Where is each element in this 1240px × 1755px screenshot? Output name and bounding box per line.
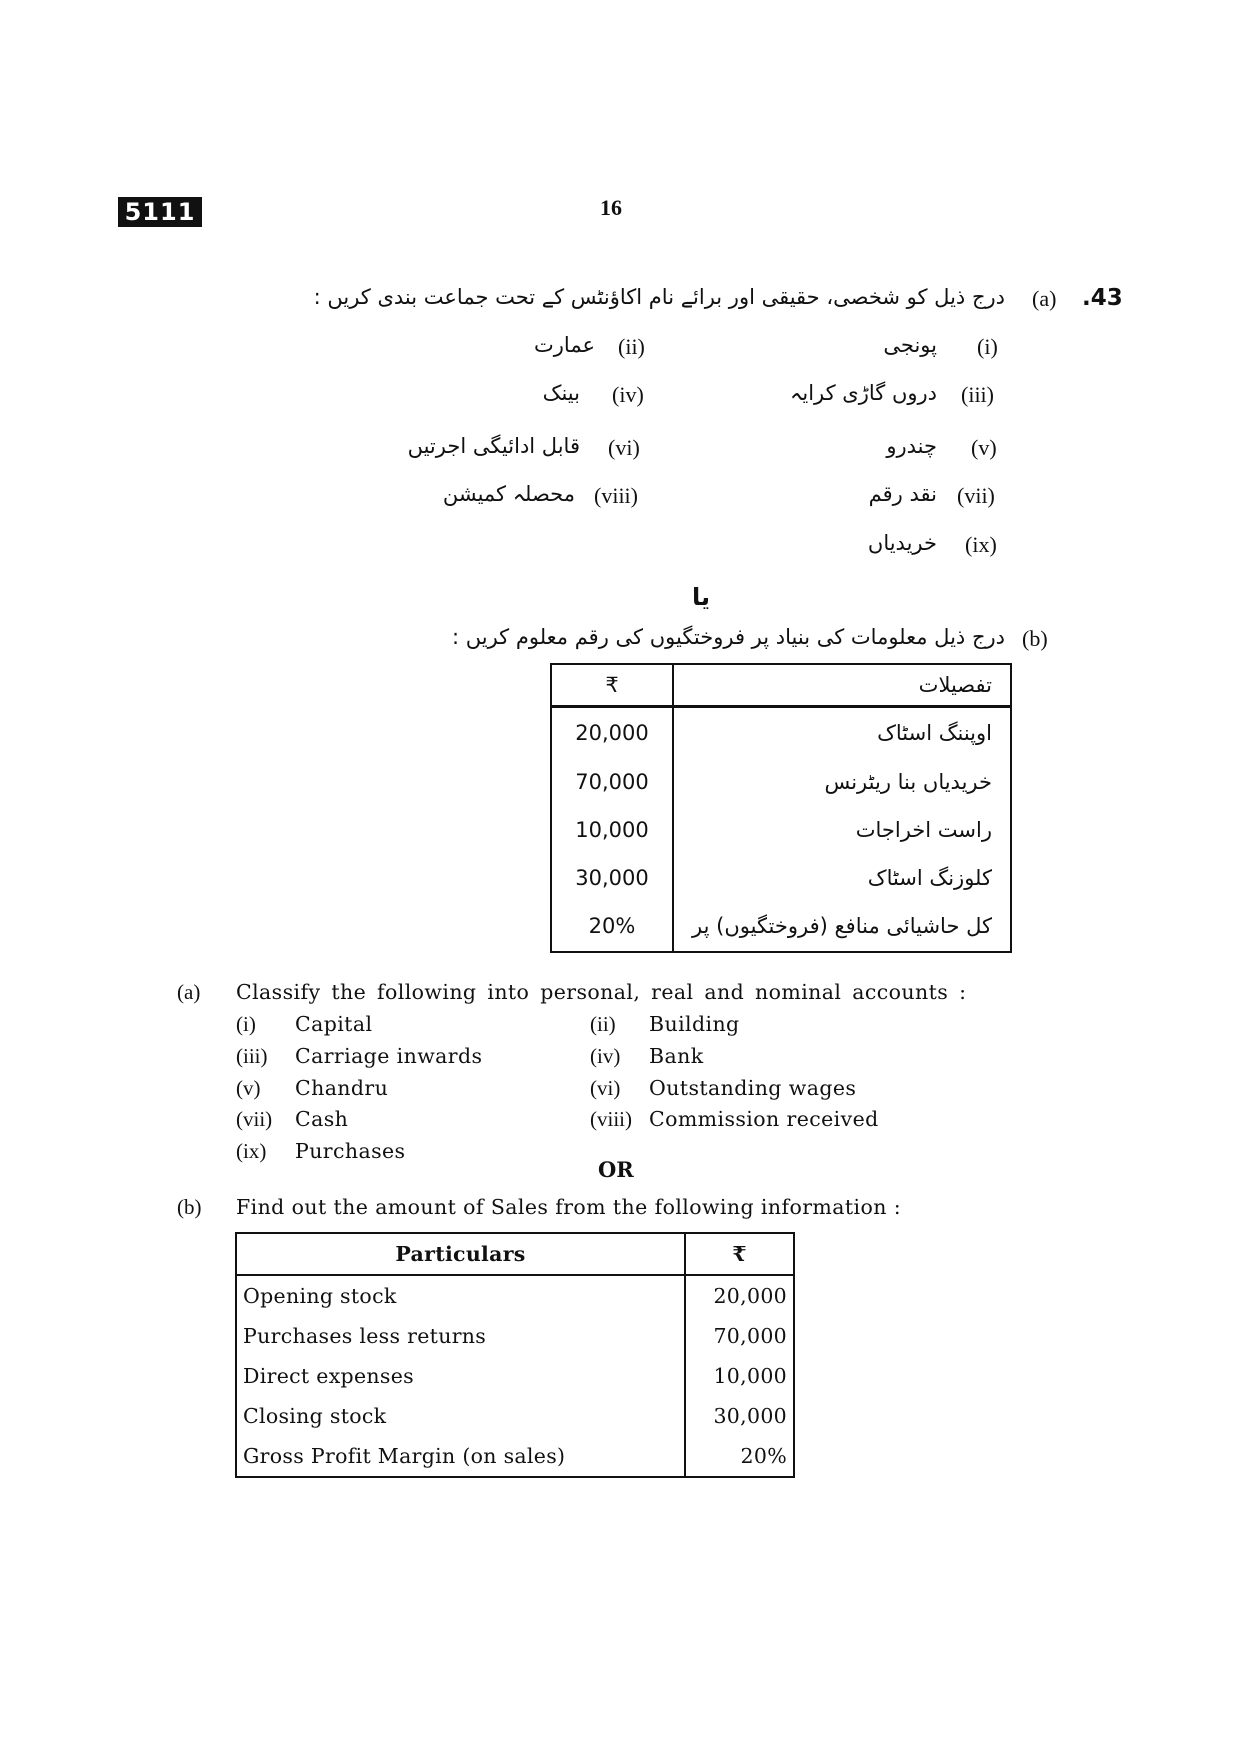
urdu-header-amount: ₹ (551, 664, 673, 707)
urdu-item-num: (iii) (961, 382, 994, 407)
english-part-a-instruction: Classify the following into personal, real and nominal accounts : (236, 980, 967, 1004)
english-item-text: Bank (649, 1044, 704, 1068)
urdu-part-b-instruction: درج ذیل معلومات کی بنیاد پر فروختگیوں کی رقم معلوم کریں : (452, 625, 1005, 649)
english-amount: 30,000 (685, 1396, 794, 1436)
english-amount: 20,000 (685, 1275, 794, 1316)
urdu-item-text: خریدیاں (867, 531, 937, 555)
english-item-text: Cash (295, 1107, 349, 1131)
english-item-num: (i) (236, 1012, 256, 1036)
english-data-table (235, 1232, 795, 1478)
english-part-b-instruction: Find out the amount of Sales from the following information : (236, 1195, 902, 1219)
english-amount: 20% (685, 1436, 794, 1477)
urdu-amount: 70,000 (551, 758, 673, 806)
urdu-amount: 10,000 (551, 806, 673, 854)
table-row (236, 1396, 794, 1436)
english-amount: 10,000 (685, 1356, 794, 1396)
urdu-particular: کلوزنگ اسٹاک (673, 854, 1011, 902)
urdu-item-num: (v) (971, 435, 997, 460)
urdu-particular: راست اخراجات (673, 806, 1011, 854)
urdu-item-num: (i) (977, 334, 998, 359)
english-particular: Opening stock (236, 1275, 685, 1316)
urdu-item-text: چندرو (886, 434, 937, 458)
urdu-item-text: قابل ادائیگی اجرتیں (407, 434, 580, 458)
table-row (551, 758, 1011, 806)
english-item-num: (v) (236, 1076, 261, 1100)
english-particular: Closing stock (236, 1396, 685, 1436)
table-header-row (551, 664, 1011, 707)
english-particular: Direct expenses (236, 1356, 685, 1396)
urdu-amount: 20,000 (551, 707, 673, 758)
urdu-header-particulars: تفصیلات (673, 664, 1011, 707)
table-row (236, 1436, 794, 1477)
english-particular: Gross Profit Margin (on sales) (236, 1436, 685, 1477)
paper-code: 5111 (118, 197, 202, 227)
urdu-item-num: (iv) (612, 382, 644, 407)
table-row (236, 1275, 794, 1316)
urdu-item-num: (vi) (608, 435, 640, 460)
urdu-amount: 20% (551, 902, 673, 952)
urdu-particular: خریدیاں بنا ریٹرنس (673, 758, 1011, 806)
table-row (551, 902, 1011, 952)
english-item-num: (vii) (236, 1107, 273, 1131)
table-header-row (236, 1233, 794, 1275)
english-item-num: (ix) (236, 1139, 267, 1163)
urdu-item-text: محصلہ کمیشن (442, 482, 575, 506)
english-item-num: (viii) (590, 1107, 632, 1131)
urdu-or-label: یا (692, 583, 711, 611)
urdu-part-a-instruction: درج ذیل کو شخصی، حقیقی اور برائے نام اکاؤنٹس کے تحت جماعت بندی کریں : (313, 285, 1005, 309)
english-item-num: (vi) (590, 1076, 621, 1100)
table-row (236, 1316, 794, 1356)
english-item-text: Capital (295, 1012, 373, 1036)
urdu-item-text: نقد رقم (868, 482, 937, 506)
urdu-particular: اوپننگ اسٹاک (673, 707, 1011, 758)
table-row (551, 806, 1011, 854)
english-item-text: Chandru (295, 1076, 389, 1100)
urdu-part-a-label: (a) (1032, 286, 1057, 311)
english-part-a-label: (a) (177, 980, 201, 1004)
urdu-part-b-label: (b) (1022, 626, 1048, 651)
urdu-item-text: بینک (542, 381, 580, 405)
urdu-item-num: (viii) (594, 483, 638, 508)
table-row (551, 707, 1011, 758)
urdu-item-num: (vii) (957, 483, 995, 508)
english-part-b-label: (b) (177, 1195, 202, 1219)
english-item-text: Commission received (649, 1107, 879, 1131)
english-item-text: Carriage inwards (295, 1044, 483, 1068)
urdu-item-num: (ii) (618, 334, 645, 359)
question-number: .43 (1082, 285, 1123, 311)
urdu-particular: کل حاشیائی منافع (فروختگیوں) پر (673, 902, 1011, 952)
english-item-text: Outstanding wages (649, 1076, 857, 1100)
english-item-num: (iv) (590, 1044, 621, 1068)
urdu-item-text: عمارت (534, 333, 595, 357)
english-item-text: Purchases (295, 1139, 406, 1163)
urdu-item-text: دروں گاڑی کرایہ (790, 381, 937, 405)
english-item-num: (iii) (236, 1044, 268, 1068)
english-item-num: (ii) (590, 1012, 616, 1036)
english-or-label: OR (598, 1157, 634, 1182)
english-item-text: Building (649, 1012, 740, 1036)
urdu-item-text: پونجی (883, 333, 937, 357)
english-header-particulars: Particulars (236, 1233, 685, 1275)
urdu-data-table (550, 663, 1012, 953)
page-number: 16 (600, 195, 622, 220)
urdu-amount: 30,000 (551, 854, 673, 902)
english-particular: Purchases less returns (236, 1316, 685, 1356)
urdu-item-num: (ix) (965, 532, 997, 557)
table-row (236, 1356, 794, 1396)
table-row (551, 854, 1011, 902)
english-amount: 70,000 (685, 1316, 794, 1356)
english-header-amount: ₹ (685, 1233, 794, 1275)
